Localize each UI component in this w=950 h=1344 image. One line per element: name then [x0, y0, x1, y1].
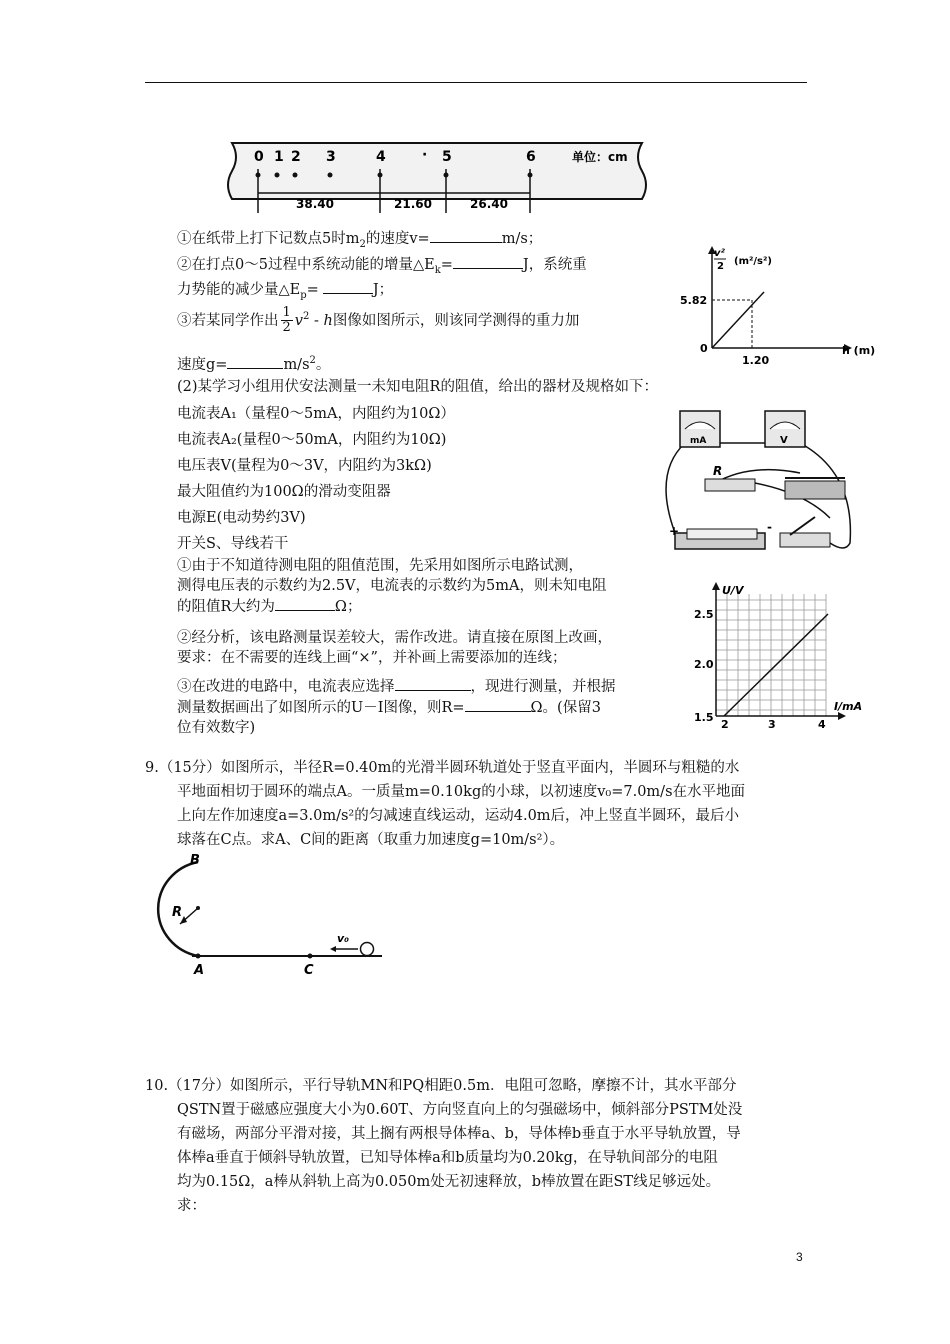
q2-text-a: ②在打点0～5过程中系统动能的增量△E	[177, 257, 435, 273]
resistor-icon	[705, 464, 755, 491]
equip-item-v: 电压表V(量程为0～3V，内阻约为3kΩ)	[177, 458, 432, 474]
graph2-ytick-1.5: 1.5	[694, 711, 714, 724]
graph2-ytick-2.0: 2.0	[694, 658, 714, 671]
tape-point-0: 0	[254, 149, 264, 165]
q3-sup: 2	[302, 311, 310, 322]
tape-point-6: 6	[526, 149, 536, 165]
s1-line1: ①由于不知道待测电阻的阻值范围，先采用如图所示电路试测，	[177, 558, 583, 574]
q10-line6: 求：	[177, 1198, 206, 1214]
paper-tape-figure	[222, 133, 652, 218]
graph2-ytick-2.5: 2.5	[694, 608, 714, 621]
graph1-ylabel-num: v²	[714, 248, 725, 259]
q3-frac-num: 1	[282, 305, 291, 321]
q9-line2: 平地面相切于圆环的端点A。一质量m=0.10kg的小球，以初速度v₀=7.0m/s在水平地面	[177, 784, 746, 800]
q3-answer-blank[interactable]	[227, 354, 283, 369]
q3-line2-unit: m/s	[283, 356, 310, 373]
s3-line1-b: ，现进行测量，并根据	[470, 679, 616, 695]
equip-list	[177, 401, 455, 557]
q2-line2-sub: p	[300, 289, 307, 301]
tape-point-3: 3	[326, 149, 336, 165]
q2-line	[177, 254, 587, 280]
q1-answer-blank[interactable]	[430, 228, 502, 243]
battery-icon	[669, 520, 772, 549]
tape-point-2: 2	[291, 149, 301, 165]
tape-seg-1: 38.40	[296, 197, 334, 211]
s3-line2	[177, 697, 616, 718]
page-number: 3	[796, 1250, 803, 1264]
q3-line2-text-a: 速度g=	[177, 356, 228, 373]
fig9-label-c: C	[304, 963, 314, 978]
fig9-label-b: B	[190, 853, 200, 868]
q3-line	[177, 302, 579, 336]
s1-block	[177, 556, 606, 617]
header-rule	[145, 82, 807, 83]
s2-block	[177, 628, 612, 668]
q3-fraction	[281, 306, 293, 335]
fig9-label-r: R	[172, 905, 183, 920]
q3-frac-den: 2	[282, 320, 291, 336]
battery-plus: +	[669, 524, 680, 538]
ammeter-icon	[680, 411, 720, 447]
graph-u-i	[688, 580, 868, 730]
q10-line2: QSTN置于磁感应强度大小为0.60T、方向竖直向上的匀强磁场中，倾斜部分PSTM处没	[177, 1102, 743, 1118]
graph1-xvalue: 1.20	[742, 354, 770, 367]
tape-point-mid: ·	[422, 147, 428, 163]
s2-line1: ②经分析，该电路测量误差较大，需作改进。请直接在原图上改画，	[177, 630, 612, 646]
q10-block	[145, 1074, 742, 1218]
tape-point-4: 4	[376, 149, 386, 165]
s1-line3-b: Ω；	[334, 599, 362, 615]
q9-line3: 上向左作加速度a=3.0m/s²的匀减速直线运动，运动4.0m后，冲上竖直半圆环，最后小	[177, 808, 740, 824]
s3-line1-a: ③在改进的电路中，电流表应选择	[177, 679, 395, 695]
q2-text-b: =	[440, 257, 453, 273]
tape-seg-3: 26.40	[470, 197, 508, 211]
graph2-xtick-2: 2	[721, 718, 729, 731]
switch-icon	[780, 517, 830, 547]
s3-line3: 位有效数字)	[177, 720, 256, 736]
tape-unit: 单位：cm	[572, 150, 628, 164]
equip-item-source: 电源E(电动势约3V)	[177, 510, 306, 526]
circuit-figure	[655, 403, 865, 563]
voltmeter-label: V	[780, 435, 788, 446]
q9-line4: 球落在C点。求A、C间的距离（取重力加速度g=10m/s²）。	[177, 832, 565, 848]
graph2-xtick-4: 4	[818, 718, 826, 731]
q3-h: h	[323, 312, 333, 329]
q2-text-c: J，系统重	[522, 257, 587, 273]
q10-line3: 有磁场，两部分平滑对接，其上搁有两根导体棒a、b，导体棒b垂直于水平导轨放置，导	[177, 1126, 741, 1142]
s1-line3	[177, 596, 606, 617]
s3-block	[177, 676, 616, 738]
q2-line2-text-a: 力势能的减少量△E	[177, 282, 301, 298]
s2-line2: 要求：在不需要的连线上画“×”，并补画上需要添加的连线；	[177, 650, 567, 666]
q10-line4: 体棒a垂直于倾斜导轨放置，已知导体棒a和b质量均为0.20kg，在导轨间部分的电阻	[177, 1150, 718, 1166]
s3-answer-blank-2[interactable]	[465, 697, 531, 712]
q3-line2-sup: 2	[309, 355, 316, 366]
fig9-label-v0: v₀	[337, 932, 349, 945]
graph2-xtick-3: 3	[768, 718, 776, 731]
tape-seg-2: 21.60	[394, 197, 432, 211]
resistor-label: R	[713, 464, 723, 478]
q9-line1: 9.（15分）如图所示，半径R=0.40m的光滑半圆环轨道处于竖直平面内，半圆环与粗糙的水	[145, 760, 740, 776]
graph1-ylabel-den: 2	[717, 261, 724, 272]
graph1-yunit: (m²/s²)	[734, 256, 772, 267]
q2-line2	[177, 279, 393, 305]
voltmeter-icon	[765, 411, 805, 447]
q10-line1: 10.（17分）如图所示，平行导轨MN和PQ相距0.5m．电阻可忽略，摩擦不计，其水平部分	[145, 1078, 737, 1094]
q9-block	[145, 756, 745, 852]
s3-line2-b: Ω。(保留3	[530, 700, 601, 716]
ammeter-label: mA	[690, 436, 707, 446]
graph2-xlabel: I/mA	[834, 700, 863, 713]
s3-line2-a: 测量数据画出了如图所示的U－I图像，则R=	[177, 700, 465, 716]
tape-point-1: 1	[274, 149, 284, 165]
q1-unit: m/s；	[501, 231, 543, 247]
q10-line5: 均为0.15Ω，a棒从斜轨上高为0.050m处无初速释放，b棒放置在距ST线足够远处。	[177, 1174, 721, 1190]
equip-item-switch: 开关S、导线若干	[177, 536, 289, 552]
q1-sub: 2	[359, 238, 366, 250]
q1-line	[177, 228, 542, 254]
equip-item-a2: 电流表A₂(量程0～50mA，内阻约为10Ω)	[177, 432, 447, 448]
graph1-yvalue: 5.82	[680, 294, 708, 307]
q1-text-b: 的速度v=	[365, 231, 430, 247]
q2-line2-answer-blank[interactable]	[323, 279, 373, 294]
q3-line2-end: 。	[315, 356, 331, 373]
q3-text-c: 图像如图所示，则该同学测得的重力加	[332, 312, 580, 329]
graph2-ylabel: U/V	[722, 584, 744, 597]
equip-item-rheostat: 最大阻值约为100Ω的滑动变阻器	[177, 484, 391, 500]
tape-point-5: 5	[442, 149, 452, 165]
q3-line2	[177, 352, 330, 374]
battery-minus: -	[767, 520, 772, 534]
fig9-label-a: A	[194, 963, 205, 978]
s3-line1	[177, 676, 616, 697]
s1-line3-a: 的阻值R大约为	[177, 599, 275, 615]
graph-v2-h	[680, 240, 876, 370]
part2-intro: (2)某学习小组用伏安法测量一未知电阻R的阻值，给出的器材及规格如下：	[177, 379, 658, 395]
rheostat-icon	[785, 478, 845, 499]
s1-line2: 测得电压表的示数约为2.5V，电流表的示数约为5mA，则未知电阻	[177, 578, 607, 594]
q2-line2-text-c: J；	[372, 282, 394, 298]
q3-text-a: ③若某同学作出	[177, 312, 279, 329]
equip-item-a1: 电流表A₁（量程0～5mA，内阻约为10Ω）	[177, 406, 455, 422]
q2-answer-blank[interactable]	[453, 254, 523, 269]
q2-sub: k	[434, 264, 441, 276]
q3-dash: -	[309, 312, 324, 329]
q3-v: v	[294, 312, 303, 329]
graph1-xlabel: h (m)	[842, 344, 876, 357]
s3-answer-blank-1[interactable]	[395, 676, 471, 691]
s1-answer-blank[interactable]	[275, 596, 335, 611]
q2-line2-text-b: =	[306, 282, 319, 298]
q1-text-a: ①在纸带上打下记数点5时m	[177, 231, 360, 247]
graph1-origin: 0	[700, 342, 708, 355]
semicircle-track-figure	[140, 850, 400, 980]
